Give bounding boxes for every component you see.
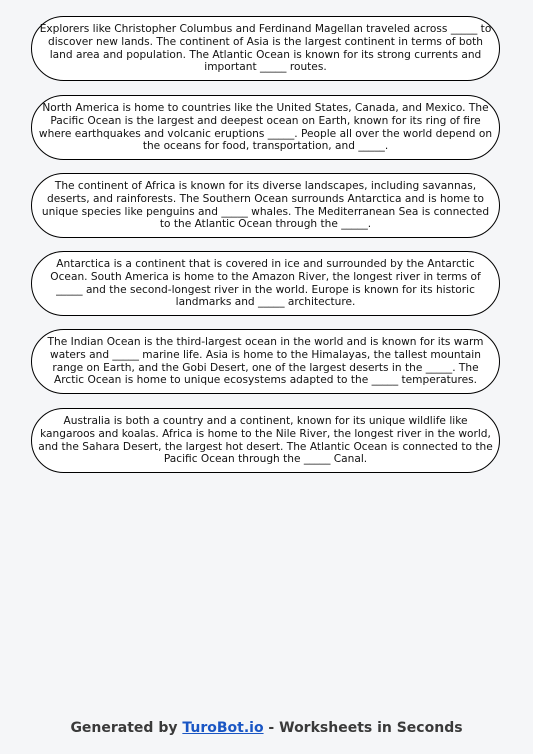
passage-box-4 <box>31 251 500 316</box>
footer <box>0 720 533 736</box>
passage-text: North America is home to countries like the United States, Canada, and Mexico. The Pacific Ocean is the largest and deepest ocean on Earth, known for its ring of fire where earthquakes and volcanic eruptions _____. People all over the world depend on the oceans for food, transportation, and _____. <box>38 102 493 153</box>
passage-text: The continent of Africa is known for its diverse landscapes, including savannas, deserts, and rainforests. The Southern Ocean surrounds Antarctica and is home to unique species like penguins and _____ whales. The Mediterranean Sea is connected to the Atlantic Ocean through the _____. <box>41 180 490 231</box>
passage-text: The Indian Ocean is the third-largest ocean in the world and is known for its warm waters and _____ marine life. Asia is home to the Himalayas, the tallest mountain range on Earth, and the Gobi Desert, one of the largest deserts in the _____. The Arctic Ocean is home to unique ecosystems adapted to the _____ temperatures. <box>47 336 484 387</box>
passage-text: Explorers like Christopher Columbus and Ferdinand Magellan traveled across _____ to discover new lands. The continent of Asia is the largest continent in terms of both land area and population. The Atlantic Ocean is known for its strong currents and important _____ routes. <box>39 23 492 74</box>
passage-text: Antarctica is a continent that is covered in ice and surrounded by the Antarctic Ocean. South America is home to the Amazon River, the longest river in terms of _____ and the second-longest river in the world. Europe is known for its historic landmarks and _____ architecture. <box>50 258 481 309</box>
passage-box-5 <box>31 329 500 394</box>
passage-box-6 <box>31 408 500 473</box>
passage-box-1 <box>31 16 500 81</box>
passage-text: Australia is both a country and a continent, known for its unique wildlife like kangaroos and koalas. Africa is home to the Nile River, the longest river in the world, and the Sahara Desert, the largest hot desert. The Atlantic Ocean is connected to the Pacific Ocean through the _____ Canal. <box>38 415 493 466</box>
footer-prefix: Generated by <box>70 720 183 736</box>
passage-box-2 <box>31 95 500 160</box>
passage-box-3 <box>31 173 500 238</box>
footer-suffix: - Worksheets in Seconds <box>263 720 463 736</box>
turobot-link[interactable]: TuroBot.io <box>182 720 264 736</box>
